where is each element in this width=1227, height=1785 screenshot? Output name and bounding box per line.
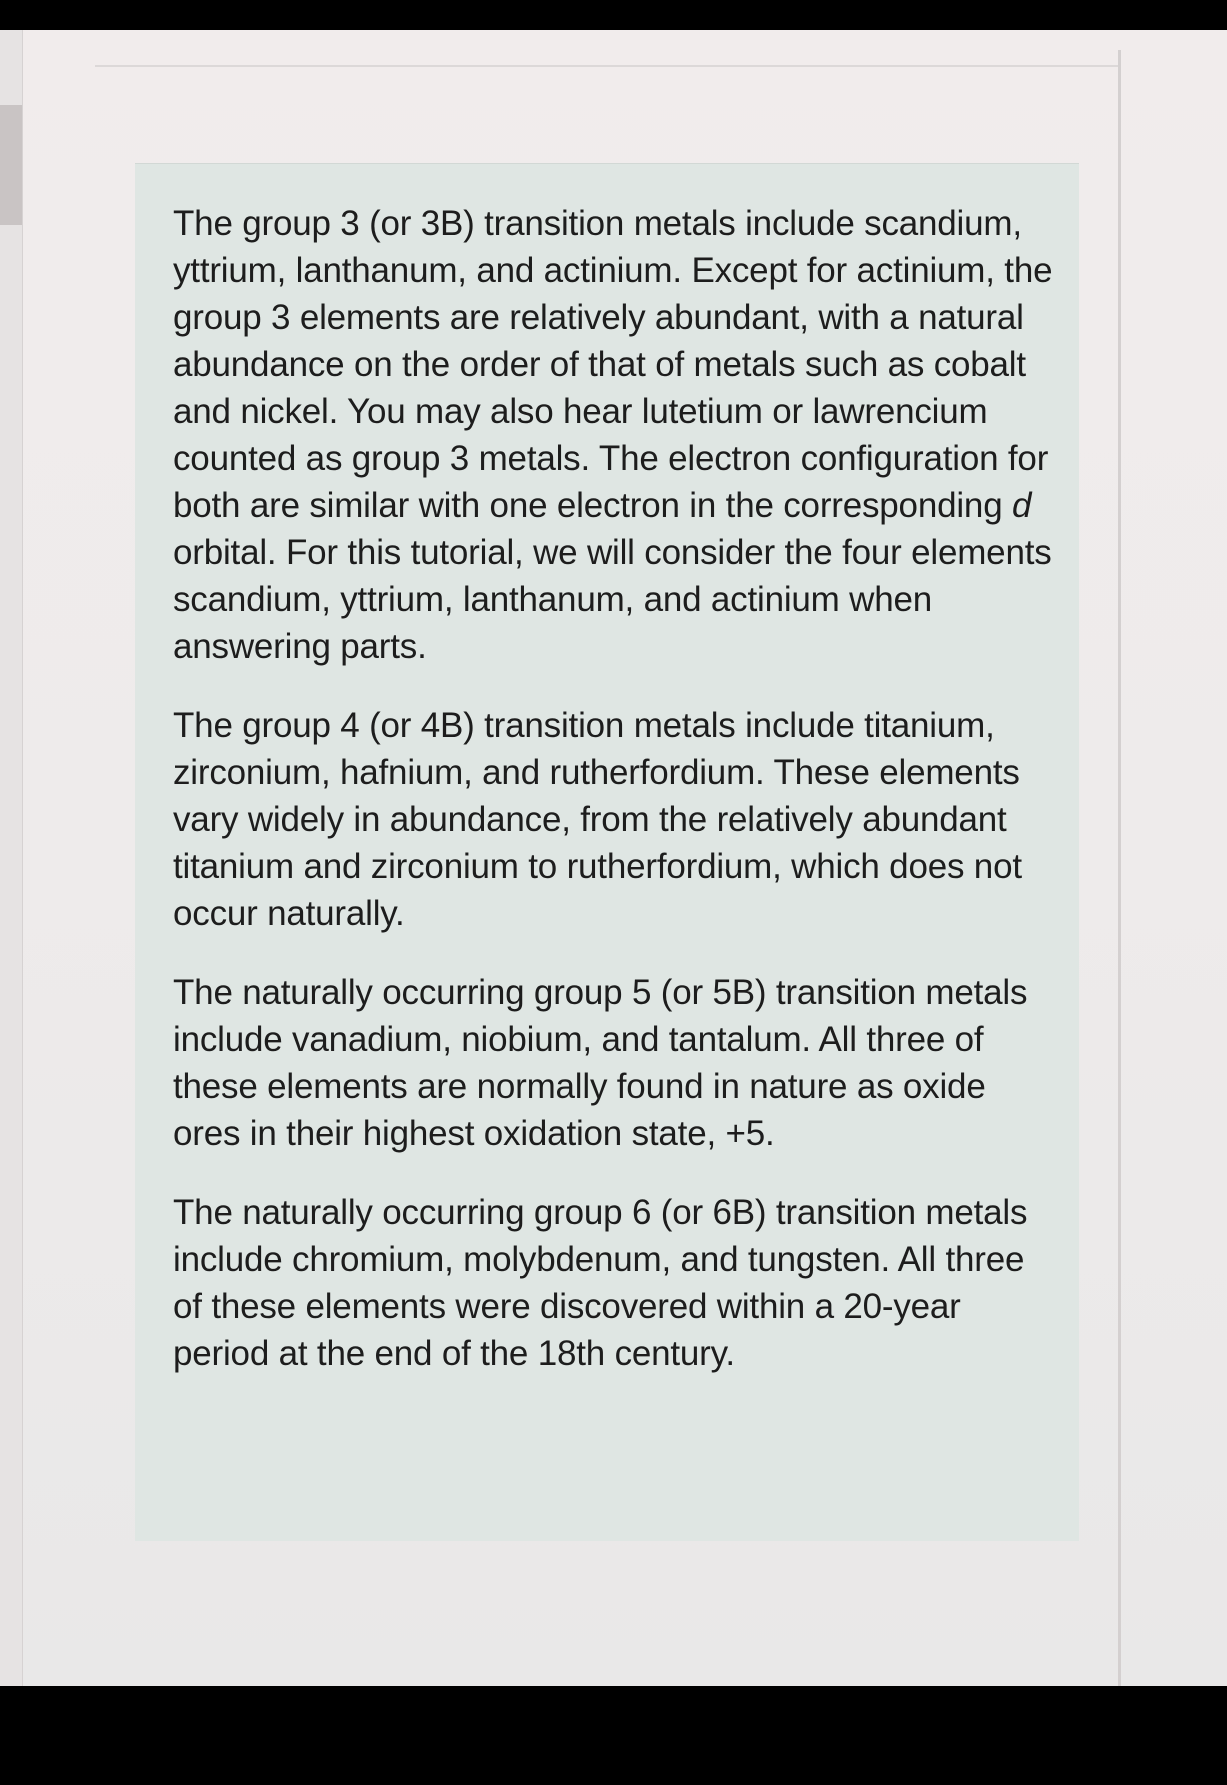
sidebar-tab[interactable]	[0, 105, 22, 225]
tutorial-text-panel	[135, 163, 1079, 1541]
paragraph-group-3-text-start: The group 3 (or 3B) transition metals include scandium, yttrium, lanthanum, and actinium. Except for actinium, the group 3 elements are relatively abundant, with a natural abundance on the order of that of metals such as cobalt and nickel. You may also hear lutetium or lawrencium counted as group 3 metals. The electron configuration for both are similar with one electron in the corresponding	[173, 204, 1053, 525]
divider	[95, 65, 1120, 67]
left-sidebar-edge	[0, 30, 23, 1686]
paragraph-group-6: The naturally occurring group 6 (or 6B) transition metals include chromium, molybdenum, and tungsten. All three of these elements were discovered within a 20-year period at the end of the 18th century.	[173, 1193, 1028, 1373]
italic-d-orbital: d	[1012, 486, 1032, 525]
top-black-bar	[0, 0, 1227, 30]
scrollbar-track[interactable]	[1118, 50, 1121, 1686]
paragraph-group-4: The group 4 (or 4B) transition metals include titanium, zirconium, hafnium, and rutherfordium. These elements vary widely in abundance, from the relatively abundant titanium and zirconium to rutherfordium, which does not occur naturally.	[173, 706, 1022, 933]
monitor-screen	[0, 30, 1227, 1686]
paragraph-group-3-text-end: orbital. For this tutorial, we will consider the four elements scandium, yttrium, lanthanum, and actinium when answering parts.	[173, 533, 1052, 666]
paragraph-group-3	[173, 200, 1053, 670]
bottom-black-bar	[0, 1686, 1227, 1785]
paragraph-group-5: The naturally occurring group 5 (or 5B) transition metals include vanadium, niobium, and tantalum. All three of these elements are normally found in nature as oxide ores in their highest oxidation state, +5.	[173, 973, 1028, 1153]
